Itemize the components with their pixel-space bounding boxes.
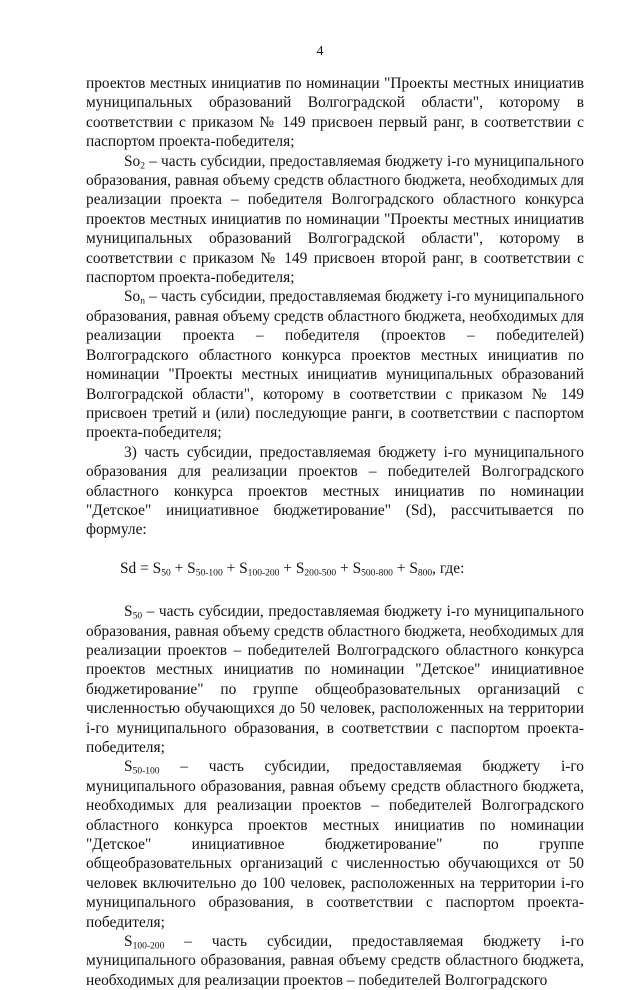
formula-term: $S_{500-800}$ <box>352 559 393 579</box>
paragraph-s50-definition <box>86 602 584 757</box>
formula-term: $S_{800}$ <box>409 559 433 579</box>
paragraph-continuation: проектов местных инициатив по номинации "Проекты местных инициатив муниципальных образований Волгоградской области", которому в соответствии с приказом № 149 присвоен первый ранг, в соответствии с паспортом проекта-победителя; <box>86 75 584 151</box>
symbol-s100-200: $S_{100-200}$ <box>124 933 165 952</box>
paragraph-text: – часть субсидии, предоставляемая бюджету i-го муниципального образования, равная объему средств областного бюджета, необходимых для реализации проектов – победителей Волгоградского <box>86 933 584 989</box>
formula-term: $S_{100-200}$ <box>239 559 280 579</box>
symbol-s50-100: $S_{50-100}$ <box>124 758 160 777</box>
formula-sd: $Sd = S_{50} + S_{50-100} + S_{100-200} + S_{200-500} + S_{500-800} + S_{800}$, где: <box>120 559 465 579</box>
formula-lhs: Sd <box>120 559 137 577</box>
paragraph-text: – часть субсидии, предоставляемая бюджету i-го муниципального образования, равная объему средств областного бюджета, необходимых для реализации проекта – победителя Волгоградского областного конкурса проектов местных инициатив по номинации "Проекты местных инициатив муниципальных образований Волгоградской области", которому в соответствии с приказом № 149 присвоен второй ранг, в соответствии с паспортом проекта-победителя; <box>86 152 584 287</box>
page-number: 4 <box>316 44 324 59</box>
paragraph-text: – часть субсидии, предоставляемая бюджету i-го муниципального образования, равная объему средств областного бюджета, необходимых для реализации проектов – победителей Волгоградского областного конкурса проектов местных инициатив по номинации "Детское" инициативное бюджетирование" по группе общеобразовательных организаций с численностью обучающихся от 50 человек включительно до 100 человек, расположенных на территории i-го муниципального образования, в соответствии с паспортом проекта-победителя; <box>86 758 584 931</box>
symbol-son: $So_n$ <box>124 288 146 307</box>
formula-term: $S_{50}$ <box>152 559 171 579</box>
paragraph-text: – часть субсидии, предоставляемая бюджету i-го муниципального образования, равная объему средств областного бюджета, необходимых для реализации проекта – победителя (проектов – победителей) Волгоградского областного конкурса проектов местных инициатив по номинации "Проекты местных инициатив муниципальных образований Волгоградской области", которому в соответствии с приказом № 149 присвоен третий и (или) последующие ранги, в соответствии с паспортом проекта-победителя; <box>86 288 584 442</box>
paragraph-s50-100-definition <box>86 757 584 932</box>
symbol-s50: $S_{50}$ <box>124 603 143 622</box>
document-body <box>86 74 584 990</box>
formula-term: $S_{50-100}$ <box>187 559 223 579</box>
formula-term: $S_{200-500}$ <box>295 559 337 579</box>
symbol-so2: $So_2$ <box>124 152 146 171</box>
formula-suffix: , где: <box>432 559 465 577</box>
paragraph-son-definition <box>86 287 584 442</box>
paragraph-text: – часть субсидии, предоставляемая бюджету i-го муниципального образования, равная объему средств областного бюджета, необходимых для реализации проектов – победителей Волгоградского областного конкурса проектов местных инициатив по номинации "Детское" инициативное бюджетирование" по группе общеобразовательных организаций с численностью обучающихся до 50 человек, расположенных на территории i-го муниципального образования, в соответствии с паспортом проекта-победителя; <box>86 603 584 756</box>
paragraph-item-3: 3) часть субсидии, предоставляемая бюджету i-го муниципального образования для реализации проектов – победителей Волгоградского областного конкурса проектов местных инициатив по номинации "Детское" инициативное бюджетирование" (Sd), рассчитывается по формуле: <box>86 443 584 539</box>
paragraph-s100-200-definition <box>86 932 584 990</box>
paragraph-so2-definition <box>86 152 584 288</box>
